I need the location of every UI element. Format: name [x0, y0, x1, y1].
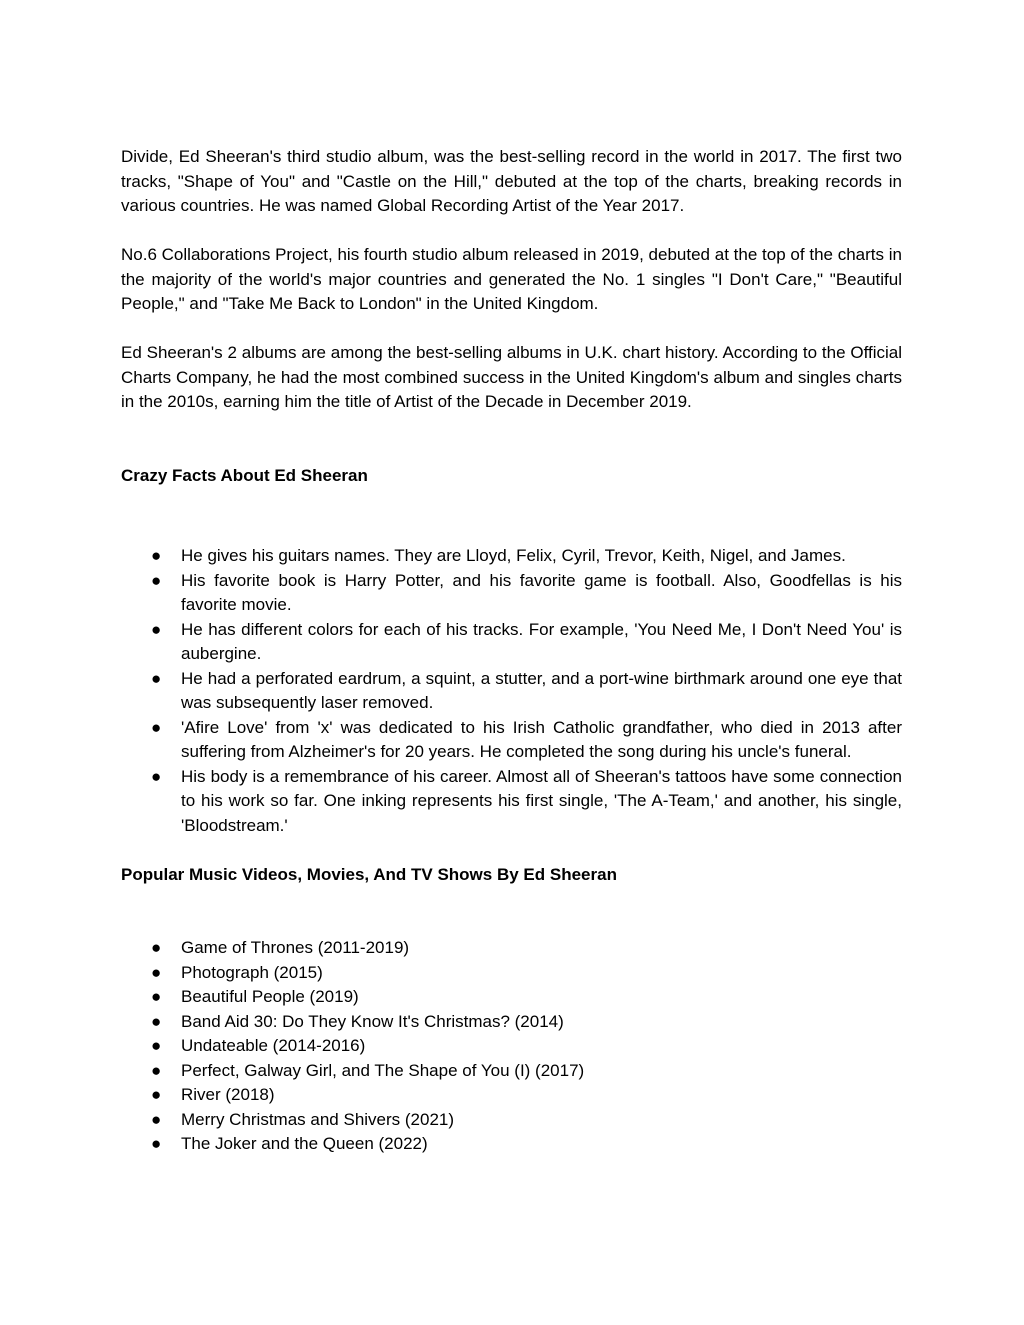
list-item-text: 'Afire Love' from 'x' was dedicated to his Irish Catholic grandfather, who died in 2013 after suffering from Alzheimer's for 20 years. He completed the song during his uncle's funeral.: [181, 717, 902, 761]
bullet-icon: ●: [151, 938, 162, 957]
list-item: [121, 1108, 902, 1133]
bullet-icon: ●: [151, 546, 162, 565]
list-item: [121, 667, 902, 716]
list-item-text: Photograph (2015): [181, 962, 323, 982]
facts-heading: Crazy Facts About Ed Sheeran: [121, 465, 368, 485]
list-item-text: Band Aid 30: Do They Know It's Christmas? (2014): [181, 1011, 564, 1031]
list-item: [121, 1132, 902, 1157]
list-item-text: His body is a remembrance of his career. Almost all of Sheeran's tattoos have some connection to his work so far. One inking represents his first single, 'The A-Team,' and another, his single, 'Bloodstream.': [181, 766, 902, 835]
list-item: [121, 1059, 902, 1084]
bullet-icon: ●: [151, 1060, 162, 1080]
list-item: [121, 936, 902, 961]
list-item-text: He had a perforated eardrum, a squint, a stutter, and a port-wine birthmark around one eye that was subsequently laser removed.: [181, 668, 902, 712]
facts-list: [121, 544, 902, 838]
list-item: [121, 569, 902, 618]
bullet-icon: ●: [151, 766, 162, 786]
list-item: [121, 765, 902, 839]
list-item-text: Game of Thrones (2011-2019): [181, 938, 410, 957]
bullet-icon: ●: [151, 570, 162, 590]
list-item-text: He has different colors for each of his tracks. For example, 'You Need Me, I Don't Need You' is aubergine.: [181, 619, 902, 663]
bullet-icon: ●: [151, 987, 162, 1006]
list-item: [121, 1034, 902, 1059]
list-item-text: Undateable (2014-2016): [181, 1036, 366, 1055]
list-item: [121, 961, 902, 986]
bullet-icon: ●: [151, 962, 162, 982]
list-item-text: The Joker and the Queen (2022): [181, 1134, 428, 1153]
document-page: [121, 145, 902, 1157]
list-item: [121, 985, 902, 1010]
list-item: [121, 716, 902, 765]
list-item: [121, 618, 902, 667]
media-list: [121, 936, 902, 1157]
bullet-icon: ●: [151, 1011, 162, 1031]
list-item-text: Merry Christmas and Shivers (2021): [181, 1109, 455, 1129]
bullet-icon: ●: [151, 1085, 162, 1104]
list-item-text: Perfect, Galway Girl, and The Shape of You (I) (2017): [181, 1060, 585, 1080]
bullet-icon: ●: [151, 717, 162, 737]
list-item: [121, 544, 902, 569]
paragraph-collaborations-project: No.6 Collaborations Project, his fourth studio album released in 2019, debuted at the top of the charts in the majority of the world's major countries and generated the No. 1 singles "I Don't Care," "Beautiful People," and "Take Me Back to London" in the United Kingdom.: [121, 245, 902, 313]
list-item: [121, 1083, 902, 1108]
paragraph-best-selling-albums: Ed Sheeran's 2 albums are among the best-selling albums in U.K. chart history. According to the Official Charts Company, he had the most combined success in the United Kingdom's album and singles charts in the 2010s, earning him the title of Artist of the Decade in December 2019.: [121, 343, 902, 411]
list-item-text: He gives his guitars names. They are Lloyd, Felix, Cyril, Trevor, Keith, Nigel, and James.: [181, 546, 846, 565]
bullet-icon: ●: [151, 619, 162, 639]
bullet-icon: ●: [151, 668, 162, 688]
list-item-text: His favorite book is Harry Potter, and his favorite game is football. Also, Goodfellas is his favorite movie.: [181, 570, 902, 614]
paragraph-divide-album: Divide, Ed Sheeran's third studio album, was the best-selling record in the world in 2017. The first two tracks, "Shape of You" and "Castle on the Hill," debuted at the top of the charts, breaking records in various countries. He was named Global Recording Artist of the Year 2017.: [121, 147, 902, 215]
media-heading: Popular Music Videos, Movies, And TV Shows By Ed Sheeran: [121, 864, 617, 884]
bullet-icon: ●: [151, 1134, 162, 1153]
list-item: [121, 1010, 902, 1035]
bullet-icon: ●: [151, 1109, 162, 1129]
bullet-icon: ●: [151, 1036, 162, 1055]
list-item-text: River (2018): [181, 1085, 275, 1104]
list-item-text: Beautiful People (2019): [181, 987, 359, 1006]
